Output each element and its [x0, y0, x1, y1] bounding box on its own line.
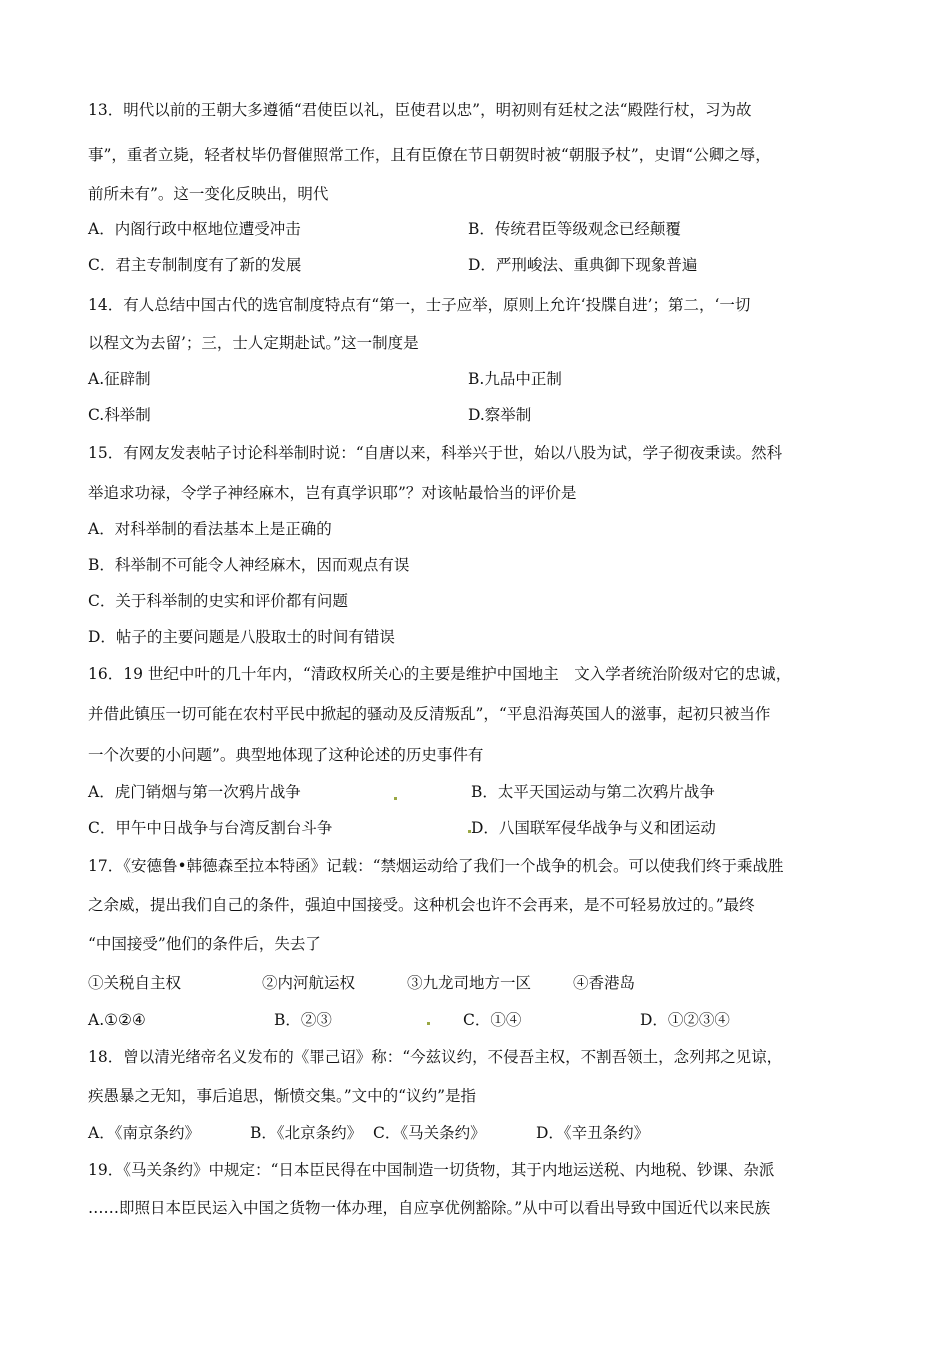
question-17-item-1: ①关税自主权: [88, 974, 182, 992]
question-17-option-c: C．①④: [463, 1011, 522, 1029]
question-15-stem-line-2: 举追求功禄，令学子神经麻木，岂有真学识耶”？对该帖最恰当的评价是: [88, 484, 577, 502]
question-17-stem-line-3: “中国接受”他们的条件后，失去了: [88, 935, 321, 953]
question-14-option-a: A.征辟制: [88, 370, 151, 388]
question-19-stem-line-2: ……即照日本臣民运入中国之货物一体办理，自应享优例豁除。”从中可以看出导致中国近代以来民族: [88, 1199, 771, 1217]
question-16-option-d: D．八国联军侵华战争与义和团运动: [471, 819, 716, 837]
question-19-stem-line-1: 19．《马关条约》中规定：“日本臣民得在中国制造一切货物，其于内地运送税、内地税、钞课、杂派: [88, 1161, 775, 1179]
question-13-stem-line-3: 前所未有”。这一变化反映出，明代: [88, 185, 329, 203]
question-15-option-d: D．帖子的主要问题是八股取士的时间有错误: [88, 628, 395, 646]
question-17-stem-line-2: 之余威，提出我们自己的条件，强迫中国接受。这种机会也许不会再来，是不可轻易放过的。”最终: [88, 896, 755, 914]
question-18-option-c: C．《马关条约》: [373, 1124, 486, 1142]
question-16-stem-line-1: 16．19 世纪中叶的几十年内，“清政权所关心的主要是维护中国地主 文入学者统治阶级对它的忠诚，: [88, 665, 792, 683]
question-14-option-c: C.科举制: [88, 406, 151, 424]
question-16-option-a: A．虎门销烟与第一次鸦片战争: [88, 783, 301, 801]
stray-mark: [394, 797, 397, 800]
question-17-option-b: B．②③: [274, 1011, 332, 1029]
question-16-option-b: B．太平天国运动与第二次鸦片战争: [471, 783, 715, 801]
question-18-stem-line-1: 18．曾以清光绪帝名义发布的《罪己诏》称：“今兹议约，不侵吾主权，不割吾领土，念列邦之见谅，: [88, 1048, 783, 1066]
question-15-option-b: B．科举制不可能令人神经麻木，因而观点有误: [88, 556, 410, 574]
question-15-option-a: A．对科举制的看法基本上是正确的: [88, 520, 332, 538]
question-17-item-3: ③九龙司地方一区: [407, 974, 532, 992]
stray-mark: [427, 1022, 430, 1025]
question-14-stem-line-1: 14．有人总结中国古代的选官制度特点有“第一，士子应举，原则上允许‘投牒自进’；第二，‘一切: [88, 296, 751, 314]
question-14-stem-line-2: 以程文为去留’；三，士人定期赴试。”这一制度是: [88, 334, 419, 352]
question-13-stem-line-1: 13．明代以前的王朝大多遵循“君使臣以礼，臣使君以忠”，明初则有廷杖之法“殿陛行杖，习为故: [88, 101, 752, 119]
question-18-option-a: A．《南京条约》: [88, 1124, 200, 1142]
stray-mark: [468, 830, 471, 833]
question-17-item-4: ④香港岛: [573, 974, 636, 992]
question-14-option-b: B.九品中正制: [468, 370, 562, 388]
question-17-item-2: ②内河航运权: [262, 974, 356, 992]
question-17-option-a: A.①②④: [88, 1011, 146, 1029]
question-15-option-c: C．关于科举制的史实和评价都有问题: [88, 592, 348, 610]
question-17-option-d: D．①②③④: [640, 1011, 730, 1029]
question-13-option-b: B．传统君臣等级观念已经颠覆: [468, 220, 681, 238]
question-18-option-b: B．《北京条约》: [250, 1124, 363, 1142]
question-15-stem-line-1: 15．有网友发表帖子讨论科举制时说：“自唐以来，科举兴于世，始以八股为试，学子彻夜秉读。然科: [88, 444, 783, 462]
question-14-option-d: D.察举制: [468, 406, 532, 424]
question-18-option-d: D．《辛丑条约》: [536, 1124, 650, 1142]
question-17-stem-line-1: 17．《安德鲁•韩德森至拉本特函》记载：“禁烟运动给了我们一个战争的机会。可以使我们终于乘战胜: [88, 857, 784, 875]
question-16-option-c: C．甲午中日战争与台湾反割台斗争: [88, 819, 333, 837]
question-13-option-a: A．内阁行政中枢地位遭受冲击: [88, 220, 301, 238]
question-18-stem-line-2: 疾愚暴之无知，事后追思，惭愤交集。”文中的“议约”是指: [88, 1087, 477, 1105]
question-16-stem-line-2: 并借此镇压一切可能在农村平民中掀起的骚动及反清叛乱”，“平息沿海英国人的滋事，起初只被当作: [88, 705, 771, 723]
question-13-option-c: C．君主专制制度有了新的发展: [88, 256, 302, 274]
question-13-stem-line-2: 事”，重者立毙，轻者杖毕仍督催照常工作，且有臣僚在节日朝贺时被“朝服予杖”，史谓“公卿之辱，: [88, 146, 771, 164]
question-13-option-d: D．严刑峻法、重典御下现象普遍: [468, 256, 698, 274]
question-16-stem-line-3: 一个次要的小问题”。典型地体现了这种论述的历史事件有: [88, 746, 484, 764]
